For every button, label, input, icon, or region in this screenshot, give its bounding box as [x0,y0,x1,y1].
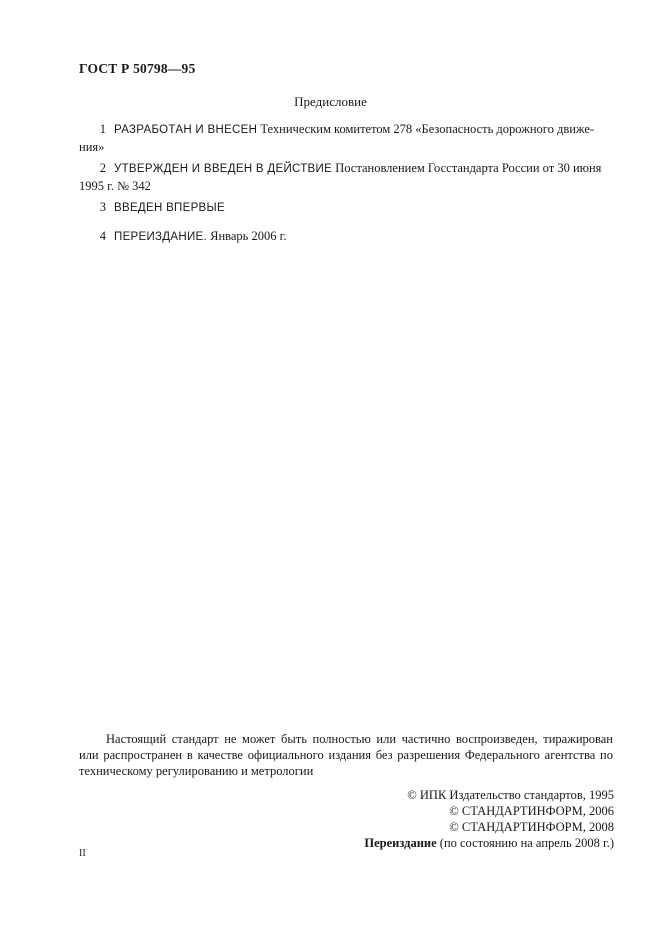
reprint-text: (по состоянию на апрель 2008 г.) [436,836,614,850]
foreword-item-1 [79,121,613,156]
item-number: 4 [99,229,106,243]
copyright-2: © СТАНДАРТИНФОРМ, 2006 [449,804,614,818]
reprint-line [364,835,614,851]
foreword-item-2 [79,160,613,195]
section-title: Предисловие [294,94,367,109]
foreword-item-4 [79,228,613,246]
item-number: 2 [99,161,106,175]
document-code: ГОСТ Р 50798—95 [79,61,196,76]
item-text-cont: 1995 г. № 342 [79,179,151,193]
item-text: Техническим комитетом 278 «Безопасность дорожного движе- [257,122,595,136]
reproduction-notice: Настоящий стандарт не может быть полностью или частично воспроизведен, тиражирован или распространен в качестве официального издания без разрешения Федерального агентства по техническому регулированию и метрологии [79,732,613,778]
item-text: Постановлением Госстандарта России от 30 июня [332,161,602,175]
item-caps: ВВЕДЕН ВПЕРВЫЕ [114,202,225,214]
item-caps: РАЗРАБОТАН И ВНЕСЕН [114,124,258,136]
item-number: 1 [99,122,106,136]
foreword-item-3 [79,199,613,217]
item-caps: ПЕРЕИЗДАНИЕ. [114,231,207,243]
copyright-3: © СТАНДАРТИНФОРМ, 2008 [449,820,614,834]
item-caps: УТВЕРЖДЕН И ВВЕДЕН В ДЕЙСТВИЕ [114,163,333,175]
copyright-1: © ИПК Издательство стандартов, 1995 [407,788,614,802]
page-number: II [79,848,86,859]
reprint-label: Переиздание [364,836,437,850]
item-text: Январь 2006 г. [206,229,287,243]
item-number: 3 [99,200,106,214]
item-text-cont: ния» [79,140,105,154]
